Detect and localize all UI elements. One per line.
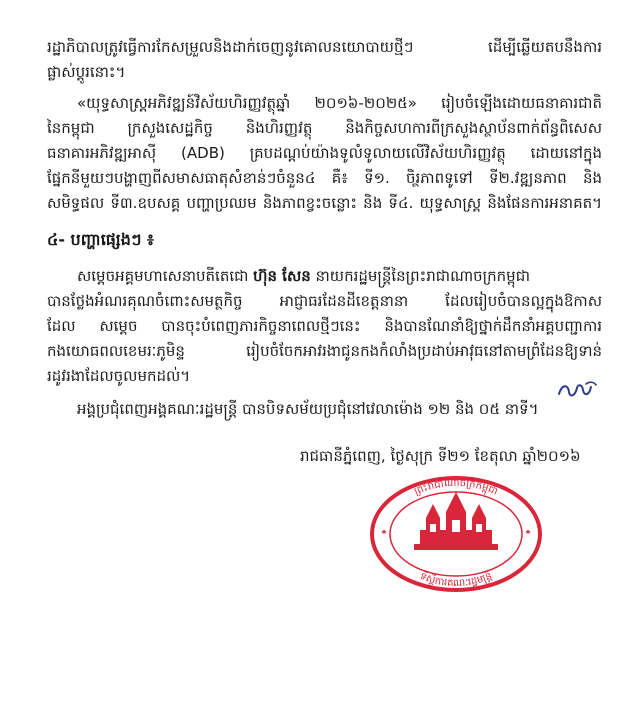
paragraph-3-line-1: [77, 265, 530, 287]
paragraph-2-line-2: នៃកម្ពុជា ក្រសួងសេដ្ឋកិច្ច និងហិរញ្ញវត្ថុ និងកិច្ចសហការពីក្រសួងស្ថាប័នពាក់ព័ន្ធពិសេស: [47, 119, 602, 137]
paragraph-3-line-5: រដូវរងាដែលចូលមកដល់។: [47, 367, 191, 385]
paragraph-3-line-3: ដែល សម្តេច បានចុះបំពេញភារកិច្ចនាពេលថ្មីៗនេះ និងបានណែនាំឱ្យថ្នាក់ដឹកនាំអគ្គបញ្ជាការ: [47, 317, 602, 335]
seal-top-text-content: ព្រះរាជាណាចក្រកម្ពុជា: [412, 477, 500, 498]
paragraph-1-line-1: រដ្ឋាភិបាលត្រូវធ្វើការកែសម្រួលនិងដាក់ចេញនូវគោលនយោបាយថ្មីៗ ដើម្បីឆ្លើយតបនឹងការ: [47, 38, 602, 56]
paragraph-2-line-1: «យុទ្ធសាស្ត្រអភិវឌ្ឍន៍វិស័យហិរញ្ញវត្ថុឆ្នាំ ២០១៦-២០២៥» រៀបចំឡើងដោយធនាគារជាតិ: [77, 94, 602, 112]
paragraph-1-line-2: ផ្លាស់ប្តូរនោះ។: [47, 63, 126, 81]
paragraph-3-line-2: បានថ្លែងអំណរគុណចំពោះសមត្ថកិច្ច អាជ្ញាធរដែនដីខេត្តនានា ដែលរៀបចំបានល្អក្នុងឱកាស: [47, 292, 602, 310]
official-seal: [368, 474, 544, 594]
closing-statement: អង្គប្រជុំពេញអង្គគណៈរដ្ឋមន្ត្រី បានបិទសម័យប្រជុំនៅវេលាម៉ោង ១២ និង ០៥ នាទី។: [77, 400, 539, 418]
signature-mark: [556, 378, 600, 402]
prime-minister-name: ហ៊ុន សែន: [253, 267, 311, 285]
paragraph-2-line-4: ផ្នែកនីមួយៗបង្ហាញពីសមាសធាតុសំខាន់ៗចំនួន៤ គឺ៖ ទី១. ចិរ្ថភាពទូទៅ ទី២.វឌ្ឍនភាព និង: [47, 169, 602, 187]
seal-bottom-text-content: ទីស្តីការគណៈរដ្ឋមន្ត្រី: [418, 570, 494, 590]
paragraph-3-intro: សម្តេចអគ្គមហាសេនាបតីតេជោ: [77, 267, 254, 285]
paragraph-2-line-3: ធនាគារអភិវឌ្ឍអាស៊ី (ADB) គ្របដណ្តប់យ៉ាងទូលំទូលាយលើវិស័យហិរញ្ញវត្ថុ ដោយនៅក្នុង: [47, 144, 602, 162]
dateline: រាជធានីភ្នំពេញ, ថ្ងៃសុក្រ ទី២១ ខែតុលា ឆ្នាំ២០១៦: [300, 447, 581, 465]
paragraph-2-line-5: សមិទ្ធផល ទី៣.ឧបសគ្គ បញ្ហាប្រឈម និងភាពខ្វះចន្លោះ និង ទី៤. យុទ្ធសាស្ត្រ និងផែនការអនាគត។: [47, 194, 602, 212]
paragraph-3-line-4: កងយោធពលខេមរៈភូមិន្ទ រៀបចំចែកអាវរងាជូនកងកំលាំងប្រដាប់អាវុធនៅតាមព្រំដែនឱ្យទាន់: [47, 342, 602, 360]
paragraph-3-title: នាយករដ្ឋមន្ត្រីនៃព្រះរាជាណាចក្រកម្ពុជា: [310, 267, 530, 285]
section-heading: ៤- បញ្ហាផ្សេងៗ ៖: [47, 230, 154, 249]
